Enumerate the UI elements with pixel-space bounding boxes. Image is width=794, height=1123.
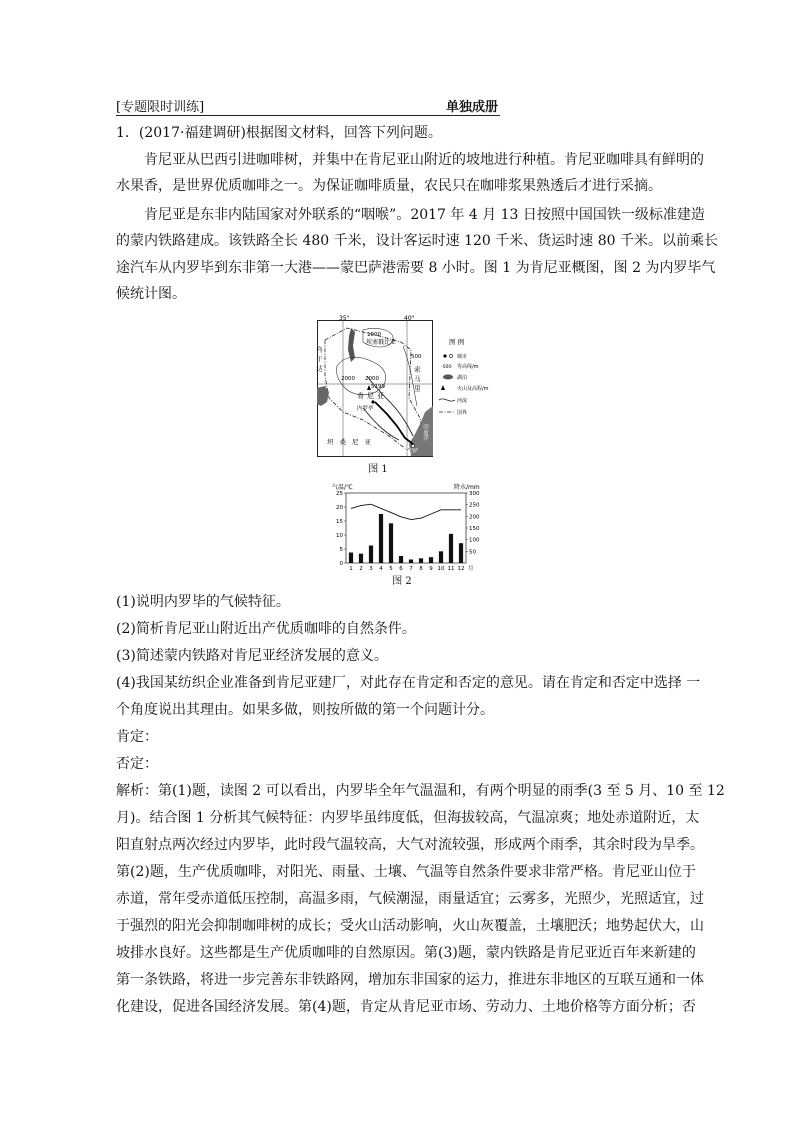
climate-caption: 图 2 [392, 576, 412, 587]
legend-volcano-icon [441, 385, 445, 390]
precip-bars [349, 514, 463, 563]
y-right-label: 降水/mm [454, 484, 480, 491]
kenya-label: 肯尼亚 [357, 392, 387, 400]
analysis-line7: 坡排水良好。这些都是生产优质咖啡的自然原因。第(3)题，蒙内铁路是肯尼亚近百年来新建的 [116, 945, 696, 961]
legend-city-icon-2 [449, 354, 452, 357]
legend-volcano-label: 火山及高程/m [457, 386, 489, 392]
x-tick-label: 2 [359, 566, 363, 572]
section-header [116, 95, 500, 116]
x-unit-label: 月 [468, 566, 474, 572]
temp-line [351, 504, 461, 519]
y-right-tick-label: 100 [469, 537, 480, 544]
y-right-tick-label: 50 [469, 549, 476, 556]
header-left: [专题限时训练] [116, 100, 205, 115]
analysis-line5: 赤道，常年受赤道低压控制，高温多雨，气候潮湿，雨量适宜；云雾多，光照少，光照适宜，过 [116, 891, 704, 907]
lon-label-35: 35° [339, 315, 350, 322]
y-right-tick-label: 300 [469, 491, 480, 497]
para2-line1: 肯尼亚是东非内陆国家对外联系的“咽喉”。2017 年 4 月 13 日按照中国国铁一级标准建造 [144, 207, 705, 223]
para2-line4: 候统计图。 [116, 286, 186, 302]
y-left-label: 气温/℃ [332, 484, 353, 491]
analysis-line4: 第(2)题，生产优质咖啡，对阳光、雨量、土壤、气温等自然条件要求非常严格。肯尼亚山位于 [116, 864, 696, 880]
y-left-tick-label: 10 [336, 533, 343, 539]
answer-no-label: 否定： [116, 756, 158, 772]
x-tick-label: 5 [389, 566, 393, 572]
legend-contour-label: 等高线/m [457, 364, 479, 370]
legend-title: 图 例 [449, 338, 465, 346]
sub-question-4-line1: (4)我国某纺织企业准备到肯尼亚建厂，对此存在肯定和否定的意见。请在肯定和否定中选择 一 [116, 675, 701, 691]
y-left-ticks [336, 491, 346, 567]
precip-bar [359, 554, 363, 563]
precip-bar [389, 523, 393, 563]
x-tick-label: 11 [447, 566, 455, 572]
tanzania-label: 坦桑尼亚 [327, 438, 377, 446]
legend-contour-value: -500- [441, 365, 453, 370]
analysis-line9: 化建设，促进各国经济发展。第(4)题，肯定从肯尼亚市场、劳动力、土地价格等方面分析；否 [116, 999, 696, 1015]
x-tick-label: 7 [409, 566, 413, 572]
sub-question-3: (3)简述蒙内铁路对肯尼亚经济发展的意义。 [116, 648, 388, 664]
precip-bar [379, 514, 383, 563]
climate-chart [330, 481, 490, 573]
somalia-label: 索马里 [413, 366, 421, 395]
sub-question-2: (2)简析肯尼亚山附近出产优质咖啡的自然条件。 [116, 621, 416, 637]
legend-river-label: 河流 [457, 398, 468, 404]
sub-question-4-line2: 个角度说出其理由。如果多做，则按所做的第一个问题计分。 [116, 702, 494, 718]
temp-series-line [351, 504, 461, 519]
precip-bar [439, 551, 443, 563]
x-tick-label: 4 [379, 566, 383, 572]
question-stem: 1．(2017·福建调研)根据图文材料，回答下列问题。 [116, 125, 442, 141]
x-tick-label: 10 [437, 566, 445, 572]
precip-bar [409, 560, 413, 564]
x-tick-label: 6 [399, 566, 403, 572]
sub-question-1: (1)说明内罗毕的气候特征。 [116, 594, 290, 610]
precip-bar [449, 534, 453, 563]
para1-line2: 水果香，是世界优质咖啡之一。为保证咖啡质量，农民只在咖啡浆果熟透后才进行采摘。 [116, 178, 662, 194]
elev-2000-label-a: 2000 [341, 376, 355, 382]
legend-river-icon [439, 399, 455, 401]
analysis-line1: 解析：第(1)题，读图 2 可以看出，内罗毕全年气温温和，有两个明显的雨季(3 至 5 月、10 至 12 [116, 783, 725, 799]
desert-label: 埃塞俄比亚 [366, 339, 397, 346]
precip-bar [349, 553, 353, 564]
para2-line2: 的蒙内铁路建成。该铁路全长 480 千米，设计客运时速 120 千米、货运时速 80 千米。以前乘长 [116, 233, 718, 249]
y-left-tick-label: 5 [339, 547, 343, 553]
x-tick-label: 12 [457, 566, 465, 572]
map-caption: 图 1 [368, 464, 388, 475]
header-right: 单独成册 [445, 100, 498, 115]
legend-city-icon [443, 354, 446, 357]
y-right-ticks [466, 491, 480, 555]
ocean-label: 印度洋 [422, 424, 428, 441]
analysis-line6: 于强烈的阳光会抑制咖啡树的成长；受火山活动影响，火山灰覆盖，土壤肥沃；地势起伏大，山 [116, 918, 704, 934]
legend-city-label: 城市 [457, 354, 468, 360]
legend-lake-label: 湖泊 [457, 375, 468, 381]
x-tick-label: 9 [429, 566, 433, 572]
mombasa-label: 蒙巴萨 [403, 448, 419, 454]
precip-bar [459, 543, 463, 563]
elev-1000-label: 1000 [367, 332, 381, 338]
nairobi-dot [371, 400, 374, 403]
y-right-tick-label: 200 [469, 514, 480, 521]
y-right-tick-label: 150 [469, 526, 480, 532]
kenya-map [317, 316, 501, 462]
peak-label: 5199 [371, 384, 385, 390]
x-tick-label: 8 [419, 566, 423, 572]
precip-bar [369, 546, 373, 564]
y-left-tick-label: 0 [339, 561, 343, 567]
precip-bar [399, 556, 403, 563]
lon-label-40: 40° [404, 315, 415, 322]
y-left-tick-label: 20 [336, 505, 343, 511]
x-ticks [349, 564, 473, 572]
nairobi-label: 内罗毕 [357, 406, 374, 412]
elev-2000-label-b: 2000 [365, 376, 379, 382]
y-right-tick-label: 250 [469, 502, 480, 509]
analysis-line2: 月)。结合图 1 分析其气候特征：内罗毕虽纬度低，但海拔较高，气温凉爽；地处赤道附近，太 [116, 810, 700, 826]
plot-border [346, 493, 466, 563]
x-tick-label: 3 [369, 566, 373, 572]
map-legend [439, 337, 489, 416]
precip-bar [429, 557, 433, 563]
precip-bar [419, 558, 423, 563]
x-tick-label: 1 [349, 566, 353, 572]
elev-500-label: 500 [411, 354, 422, 360]
answer-yes-label: 肯定： [116, 729, 158, 745]
plot-frame [346, 493, 466, 563]
para1-line1: 肯尼亚从巴西引进咖啡树，并集中在肯尼亚山附近的坡地进行种植。肯尼亚咖啡具有鲜明的 [144, 152, 704, 168]
legend-border-label: 国界 [457, 410, 468, 416]
analysis-line8: 第一条铁路，将进一步完善东非铁路网，增加东非国家的运力，推进东非地区的互联互通和一体 [116, 972, 704, 988]
para2-line3: 途汽车从内罗毕到东非第一大港——蒙巴萨港需要 8 小时。图 1 为肯尼亚概图，图 2 为内罗毕气 [116, 260, 716, 276]
analysis-line3: 阳直射点两次经过内罗毕，此时段气温较高，大气对流较强，形成两个雨季，其余时段为旱季。 [116, 837, 704, 853]
legend-lake-icon [443, 375, 453, 380]
y-left-tick-label: 25 [336, 491, 343, 497]
uganda-label: 乌干达 [315, 346, 323, 375]
y-left-tick-label: 15 [336, 519, 343, 525]
